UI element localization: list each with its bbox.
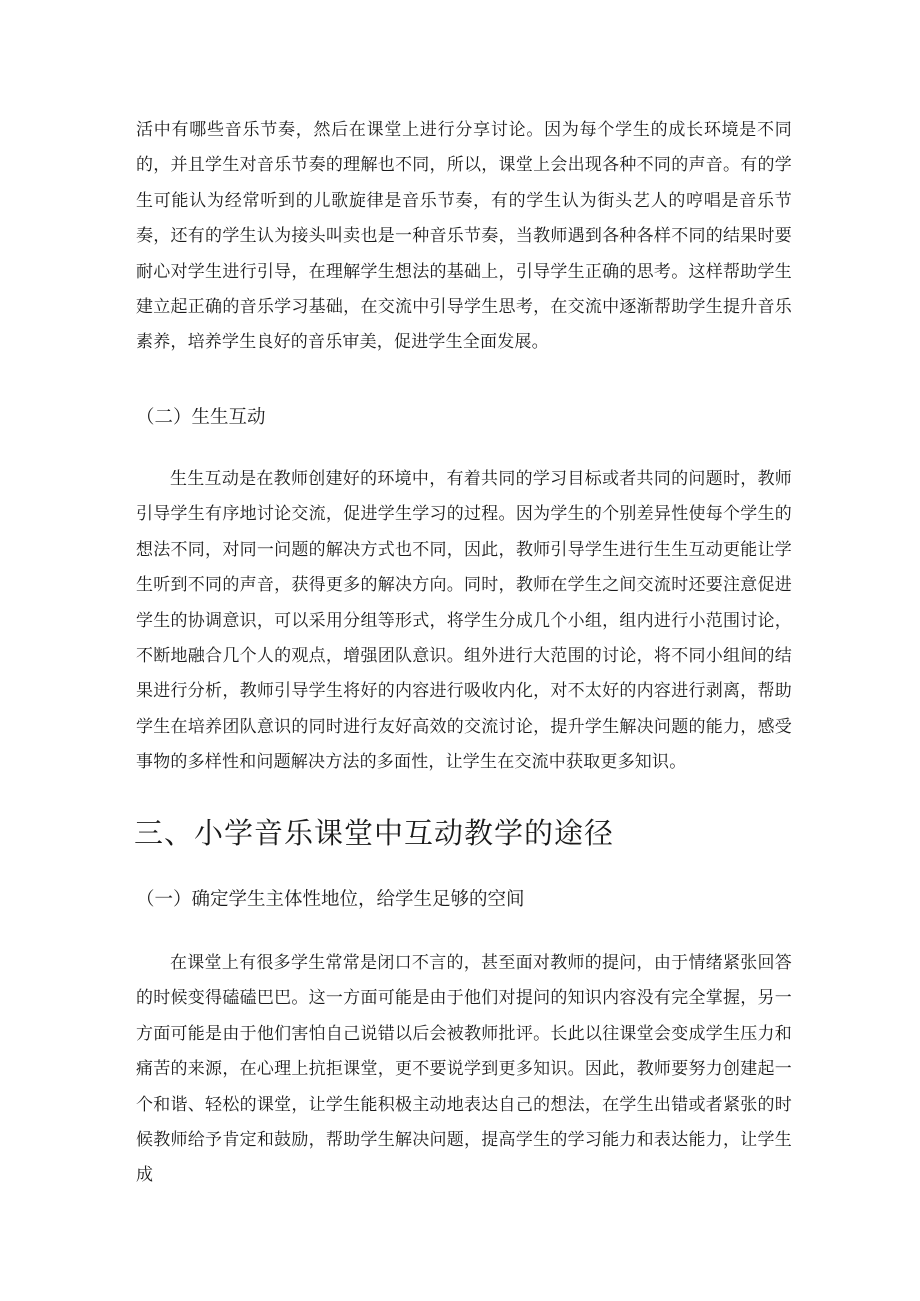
subheading-student-interaction: （二）生生互动 xyxy=(136,407,266,428)
subheading-student-subject-status: （一）确定学生主体性地位，给学生足够的空间 xyxy=(136,889,525,910)
paragraph-student-interaction: 生生互动是在教师创建好的环境中，有着共同的学习目标或者共同的问题时，教师引导学生有序地讨论交流，促进学生学习的过程。因为学生的个别差异性使每个学生的想法不同，对同一问题的解决方式也不同，因此，教师引导学生进行生生互动更能让学生听到不同的声音，获得更多的解决方向。同时，教师在学生之间交流时还要注意促进学生的协调意识，可以采用分组等形式，将学生分成几个小组，组内进行小范围讨论，不断地融合几个人的观点，增强团队意识。组外进行大范围的讨论，将不同小组间的结果进行分析，教师引导学生将好的内容进行吸收内化，对不太好的内容进行剥离，帮助学生在培养团队意识的同时进行友好高效的交流讨论，提升学生解决问题的能力，感受事物的多样性和问题解决方法的多面性，让学生在交流中获取更多知识。 xyxy=(136,469,792,773)
paragraph-music-rhythm-sharing: 活中有哪些音乐节奏，然后在课堂上进行分享讨论。因为每个学生的成长环境是不同的，并且学生对音乐节奏的理解也不同，所以，课堂上会出现各种不同的声音。有的学生可能认为经常听到的儿歌旋律是音乐节奏，有的学生认为街头艺人的哼唱是音乐节奏，还有的学生认为接头叫卖也是一种音乐节奏，当教师遇到各种各样不同的结果时要耐心对学生进行引导，在理解学生想法的基础上，引导学生正确的思考。这样帮助学生建立起正确的音乐学习基础，在交流中引导学生思考，在交流中逐渐帮助学生提升音乐素养，培养学生良好的音乐审美，促进学生全面发展。 xyxy=(136,120,792,353)
paragraph-classroom-atmosphere: 在课堂上有很多学生常常是闭口不言的，甚至面对教师的提问，由于情绪紧张回答的时候变得磕磕巴巴。这一方面可能是由于他们对提问的知识内容没有完全掌握，另一方面可能是由于他们害怕自己说错以后会被教师批评。长此以往课堂会变成学生压力和痛苦的来源，在心理上抗拒课堂，更不要说学到更多知识。因此，教师要努力创建起一个和谐、轻松的课堂，让学生能积极主动地表达自己的想法，在学生出错或者紧张的时候教师给予肯定和鼓励，帮助学生解决问题，提高学生的学习能力和表达能力，让学生成 xyxy=(136,953,792,1186)
section-heading-interactive-teaching-approaches: 三、小学音乐课堂中互动教学的途径 xyxy=(134,816,615,850)
